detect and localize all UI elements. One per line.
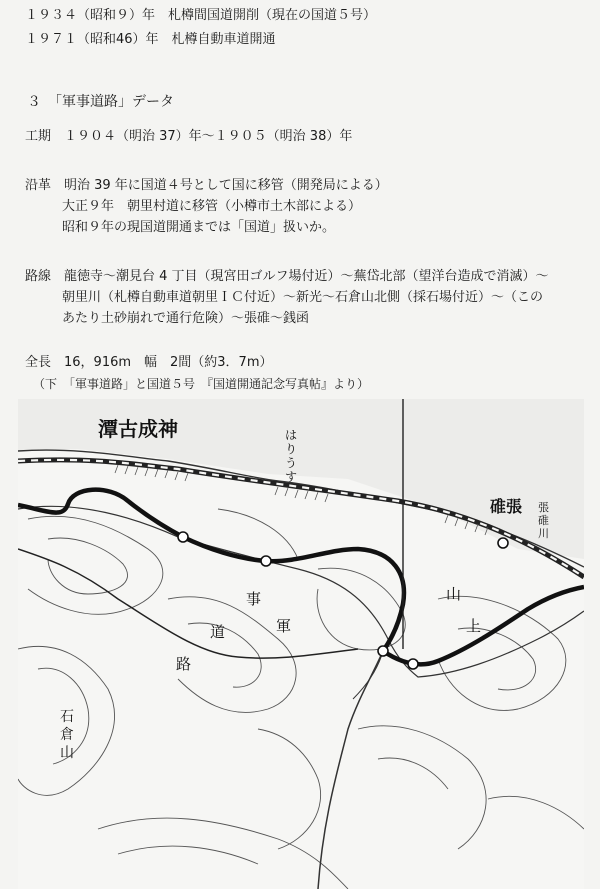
route-map-drawing xyxy=(18,399,584,889)
history-notes-1: 沿革 明治 39 年に国道４号として国に移管（開発局による） xyxy=(25,178,388,193)
dimensions: 全長 16，916m 幅 2間（約3．7m） xyxy=(25,355,273,370)
map-label-yama: 山 xyxy=(446,585,462,603)
map-label-harisu-4: す xyxy=(285,470,298,484)
route-line-2: 朝里川（札樽自動車道朝里ＩＣ付近）〜新光〜石倉山北側（採石場付近）〜（この xyxy=(62,290,544,305)
map-label-ue: 上 xyxy=(466,617,482,635)
map-label-ishikura-2: 倉 xyxy=(60,727,74,743)
map-caption: （下 「軍事道路」と国道５号 『国道開通記念写真帖』より） xyxy=(33,377,370,391)
map-label-gunji-1: 軍 xyxy=(276,617,292,635)
route-line-1: 路線 龍徳寺〜潮見台 4 丁目（現宮田ゴルフ場付近）〜蕪岱北部（望洋台造成で消滅）〜 xyxy=(25,269,549,284)
map-label-ishikura-1: 石 xyxy=(60,709,74,725)
map-label-harisu-3: う xyxy=(285,456,298,470)
route-map xyxy=(18,399,584,889)
map-label-kamui: 潭古成神 xyxy=(98,417,178,441)
history-line-2: １９７１（昭和46）年 札樽自動車道開通 xyxy=(25,32,276,47)
route-line-3: あたり土砂崩れで通行危険）〜張碓〜銭函 xyxy=(62,311,310,326)
map-label-river-2: 碓 xyxy=(538,514,549,527)
map-label-ishikura-3: 山 xyxy=(60,745,74,761)
map-label-harisu-2: り xyxy=(285,442,298,456)
map-label-river-1: 張 xyxy=(538,501,549,514)
map-label-gunji-2: 事 xyxy=(246,590,262,608)
map-label-river-3: 川 xyxy=(538,527,549,540)
map-label-harisu-1: は xyxy=(285,428,298,442)
history-line-1: １９３４（昭和９）年 札樽間国道開削（現在の国道５号） xyxy=(25,8,377,23)
construction-period: 工期 １９０４（明治 37）年〜１９０５（明治 38）年 xyxy=(25,129,353,144)
history-notes-3: 昭和９年の現国道開通までは「国道」扱いか。 xyxy=(62,220,336,235)
map-label-gunji-4: 路 xyxy=(176,655,192,673)
map-label-gunji-3: 道 xyxy=(210,623,226,641)
history-notes-2: 大正９年 朝里村道に移管（小樽市土木部による） xyxy=(62,199,362,214)
section-heading: ３ 「軍事道路」データ xyxy=(27,94,174,110)
map-label-haribashi: 碓張 xyxy=(490,497,523,516)
